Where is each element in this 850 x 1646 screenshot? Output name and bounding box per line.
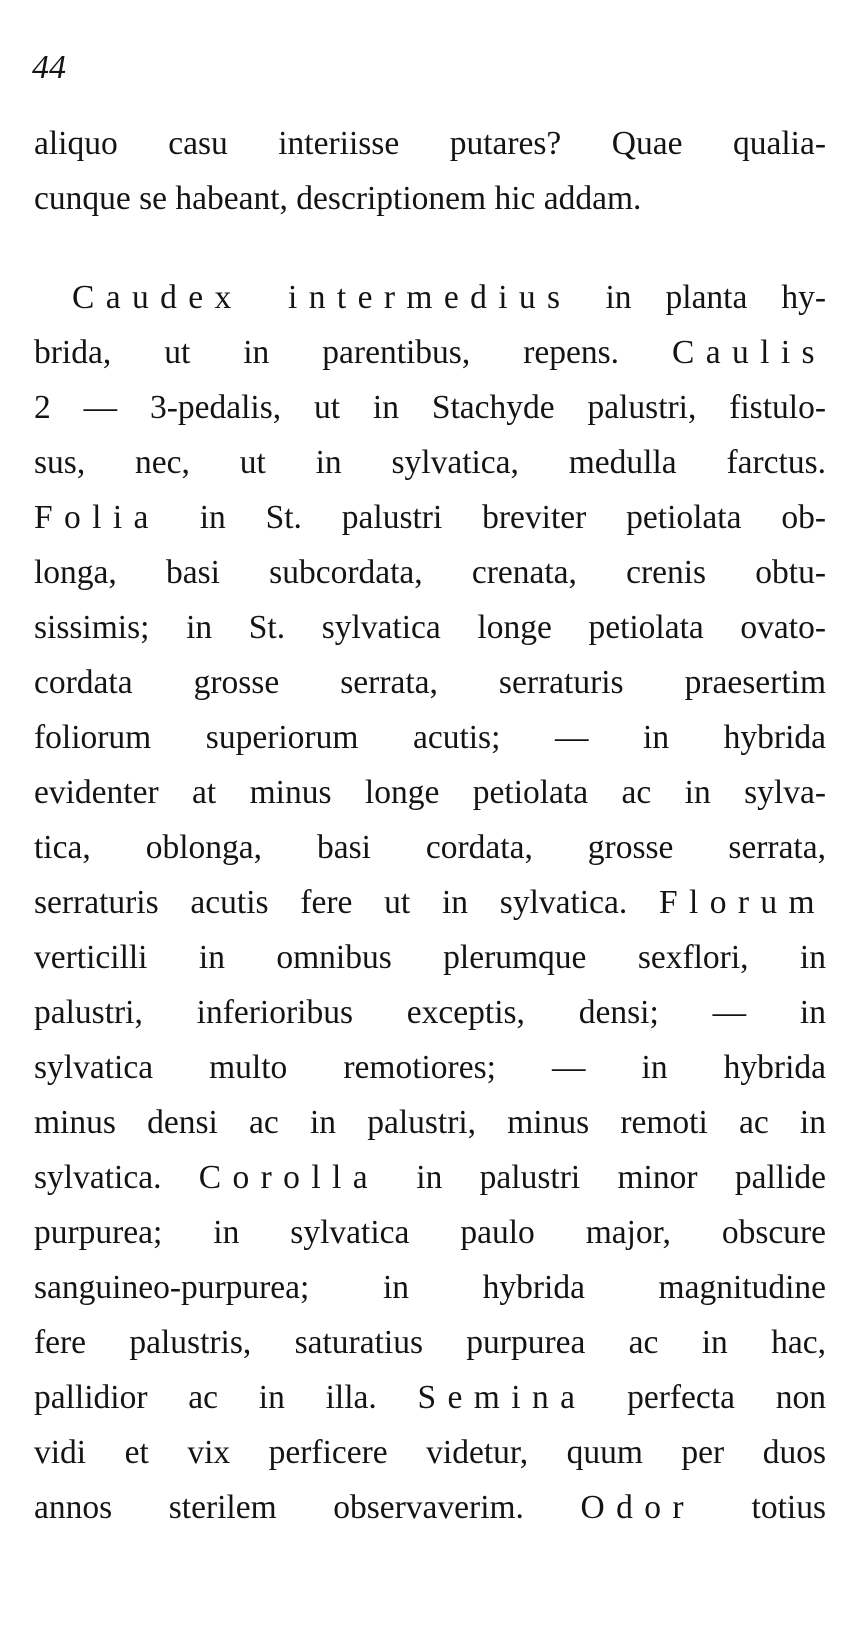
spaced-term: Florum (659, 884, 826, 921)
line-text: annos sterilem observaverim. (34, 1489, 581, 1526)
text-line (34, 270, 826, 325)
text-line (34, 325, 826, 380)
text-line: sanguineo-purpurea; in hybrida magnitudine (34, 1269, 826, 1306)
text-line: cordata grosse serrata, serraturis praesertim (34, 664, 826, 701)
text-line: longa, basi subcordata, crenata, crenis obtu- (34, 554, 826, 591)
text-line: cunque se habeant, descriptionem hic addam. (34, 180, 642, 217)
spaced-term: Corolla (198, 1159, 379, 1196)
page-number: 44 (32, 49, 66, 86)
text-line: sissimis; in St. sylvatica longe petiolata ovato- (34, 609, 826, 646)
spaced-term: Caudex intermedius (72, 279, 572, 316)
text-line: verticilli in omnibus plerumque sexflori, in (34, 939, 826, 976)
text-line (34, 1150, 826, 1205)
line-text: in palustri minor pallide (378, 1159, 826, 1196)
spaced-term: Folia (34, 499, 160, 536)
text-line: palustri, inferioribus exceptis, densi; — in (34, 994, 826, 1031)
text-line: fere palustris, saturatius purpurea ac in hac, (34, 1324, 826, 1361)
line-text: brida, ut in parentibus, repens. (34, 334, 673, 371)
text-line (34, 1370, 826, 1425)
spaced-term: Caulis (672, 334, 826, 371)
text-line: aliquo casu interiisse putares? Quae qualia- (34, 125, 826, 162)
line-text: in planta hy- (571, 279, 826, 316)
line-text: serraturis acutis fere ut in sylvatica. (34, 884, 659, 921)
text-line: purpurea; in sylvatica paulo major, obscure (34, 1214, 826, 1251)
text-line (34, 1480, 826, 1535)
line-text: pallidior ac in illa. (34, 1379, 418, 1416)
text-line: minus densi ac in palustri, minus remoti ac in (34, 1104, 826, 1141)
text-line: foliorum superiorum acutis; — in hybrida (34, 719, 826, 756)
opening-lines (34, 116, 826, 226)
text-line: vidi et vix perficere videtur, quum per duos (34, 1434, 826, 1471)
text-line (34, 490, 826, 545)
text-line: sylvatica multo remotiores; — in hybrida (34, 1049, 826, 1086)
line-text: in St. palustri breviter petiolata ob- (159, 499, 826, 536)
line-text: perfecta non (586, 1379, 826, 1416)
text-line: tica, oblonga, basi cordata, grosse serrata, (34, 829, 826, 866)
text-line (34, 875, 826, 930)
spaced-term: Odor (580, 1489, 695, 1526)
text-line: sus, nec, ut in sylvatica, medulla farctus. (34, 444, 826, 481)
text-line: evidenter at minus longe petiolata ac in sylva- (34, 774, 826, 811)
text-line: 2 — 3-pedalis, ut in Stachyde palustri, fistulo- (34, 389, 826, 426)
description-paragraph (34, 270, 826, 1535)
line-text: totius (694, 1489, 826, 1526)
spaced-term: Semina (417, 1379, 587, 1416)
line-text: sylvatica. (34, 1159, 199, 1196)
